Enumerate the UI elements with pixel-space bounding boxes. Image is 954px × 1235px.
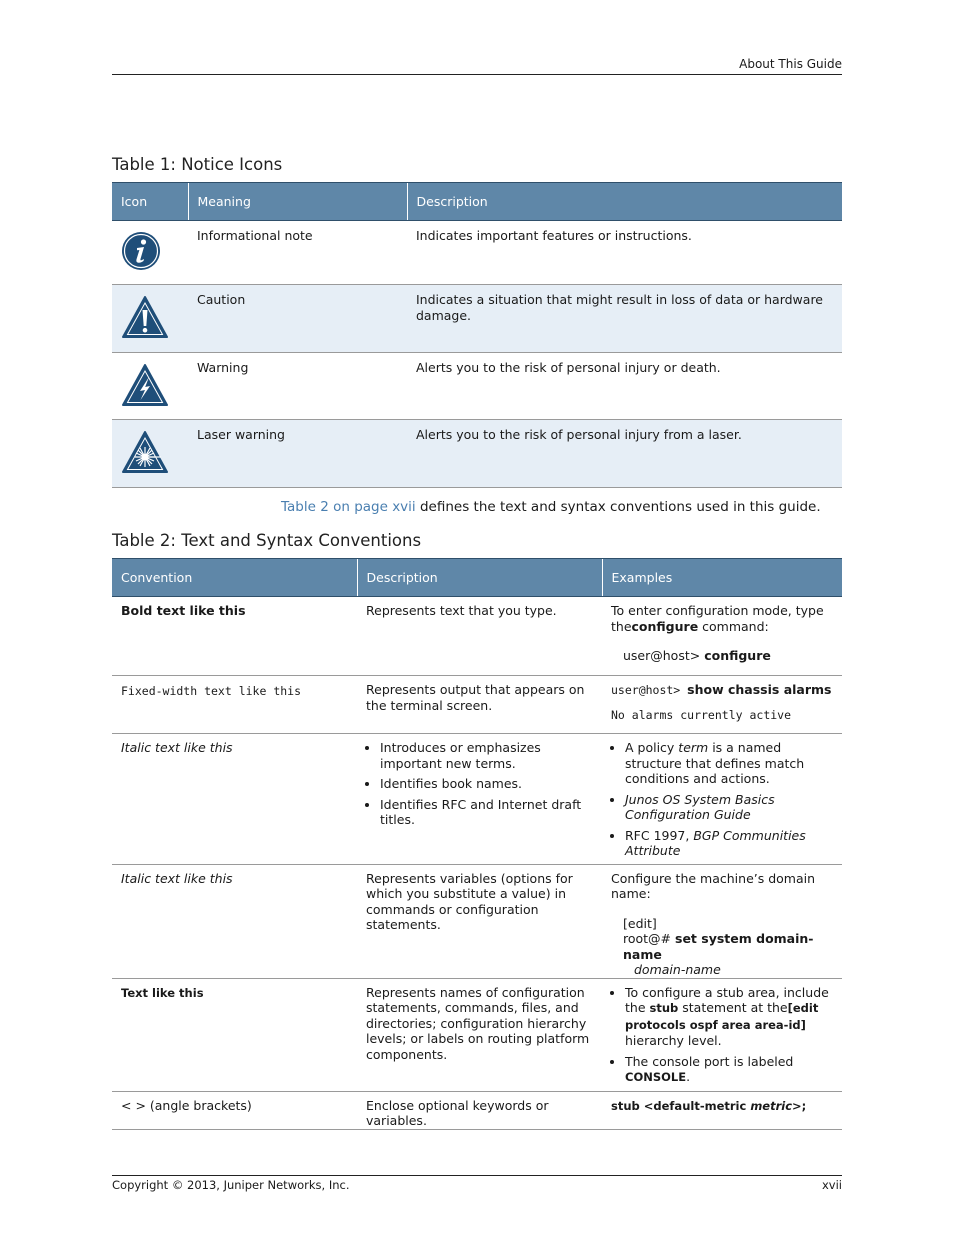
table2-row [112, 676, 842, 734]
table2-header-examples: Examples [602, 559, 842, 597]
list-item: • The console port is labeled CONSOLE. [625, 1054, 833, 1086]
convention-description: Enclose optional keywords or variables. [357, 1091, 602, 1129]
table2-row [112, 1091, 842, 1129]
intro-text: defines the text and syntax conventions used in this guide. [415, 499, 821, 515]
table1-meaning: Caution [188, 285, 407, 353]
table2-row [112, 597, 842, 676]
text-syntax-conventions-table [112, 558, 842, 1130]
warning-icon [121, 363, 169, 407]
list-item: • Identifies book names. [380, 776, 593, 792]
running-header: About This Guide [739, 57, 842, 71]
convention-label: Text like this [121, 985, 204, 1000]
list-item: • To configure a stub area, include the stub statement at the[edit protocols ospf area area-id] hierarchy level. [625, 985, 833, 1049]
convention-label: Italic text like this [121, 870, 233, 886]
convention-label: Fixed-width text like this [121, 684, 302, 698]
convention-description: Represents output that appears on the terminal screen. [357, 676, 602, 734]
convention-description: Represents text that you type. [357, 597, 602, 676]
table2-header-description: Description [357, 559, 602, 597]
table1-description: Alerts you to the risk of personal injury from a laser. [407, 420, 842, 488]
convention-example: stub <default-metric metric>; [602, 1091, 842, 1129]
table1-description: Indicates a situation that might result in loss of data or hardware damage. [407, 285, 842, 353]
convention-label: Bold text like this [121, 603, 246, 618]
list-item: • Introduces or emphasizes important new terms. [380, 740, 593, 771]
notice-icons-table [112, 182, 842, 488]
convention-example [602, 734, 842, 865]
table1-header-icon: Icon [112, 183, 188, 221]
convention-example: To enter configuration mode, type theconfigure command: user@host> configure [602, 597, 842, 676]
list-item: • A policy term is a named structure that defines match conditions and actions. [625, 740, 833, 787]
table2-header-row [112, 559, 842, 597]
table1-meaning: Laser warning [188, 420, 407, 488]
table1-header-row [112, 183, 842, 221]
table1-meaning: Warning [188, 353, 407, 420]
laser-warning-icon [121, 430, 169, 474]
table2-caption: Table 2: Text and Syntax Conventions [112, 531, 422, 550]
table1-header-meaning: Meaning [188, 183, 407, 221]
table2-header-convention: Convention [112, 559, 357, 597]
convention-label: Italic text like this [121, 740, 233, 755]
convention-example: Configure the machine’s domain name: [edit] root@# set system domain-name domain-name [602, 864, 842, 978]
table1-description: Alerts you to the risk of personal injury or death. [407, 353, 842, 420]
convention-description: Represents names of configuration statements, commands, files, and directories; configuration hierarchy levels; or labels on routing platform components. [357, 978, 602, 1091]
convention-example: user@host> show chassis alarms No alarms currently active [602, 676, 842, 734]
convention-description [357, 734, 602, 865]
list-item: • Junos OS System Basics Configuration Guide [625, 792, 833, 823]
convention-example [602, 978, 842, 1091]
caution-icon [121, 295, 169, 339]
table1-row [112, 353, 842, 420]
table2-row [112, 978, 842, 1091]
footer-rule [112, 1175, 842, 1176]
table1-row [112, 420, 842, 488]
convention-label: < > (angle brackets) [112, 1091, 357, 1129]
informational-note-icon [121, 231, 161, 271]
table2-cross-reference-link[interactable]: Table 2 on page xvii [281, 499, 416, 515]
intro-paragraph [281, 499, 821, 515]
table1-row [112, 285, 842, 353]
table2-row [112, 864, 842, 978]
table1-row [112, 221, 842, 285]
header-rule [112, 74, 842, 75]
list-item: • RFC 1997, BGP Communities Attribute [625, 828, 833, 859]
table1-meaning: Informational note [188, 221, 407, 285]
table1-header-description: Description [407, 183, 842, 221]
page-number: xvii [821, 1178, 842, 1192]
table1-description: Indicates important features or instructions. [407, 221, 842, 285]
list-item: • Identifies RFC and Internet draft titles. [380, 797, 593, 828]
table1-caption: Table 1: Notice Icons [112, 155, 283, 174]
table2-row [112, 734, 842, 865]
copyright-notice: Copyright © 2013, Juniper Networks, Inc. [112, 1178, 350, 1192]
convention-description: Represents variables (options for which you substitute a value) in commands or configuration statements. [357, 864, 602, 978]
